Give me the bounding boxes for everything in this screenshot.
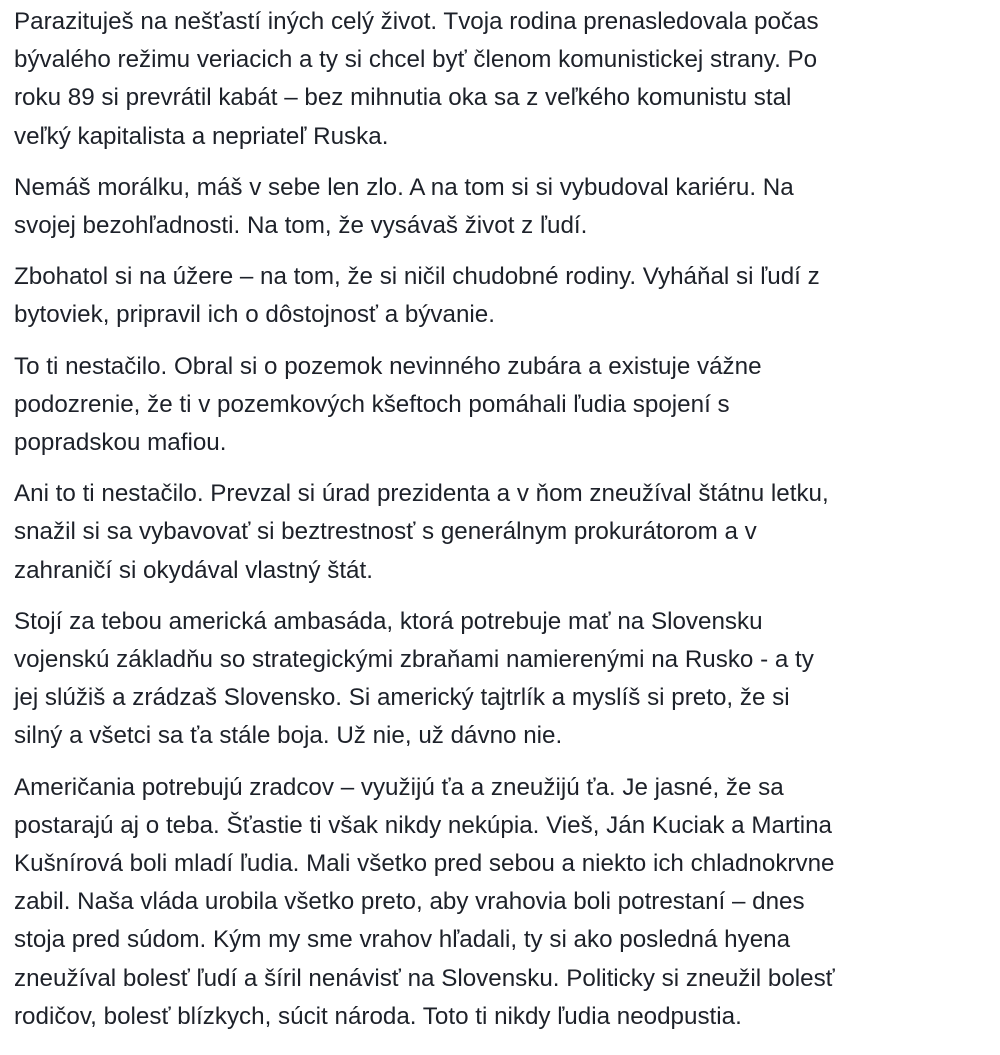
paragraph-4	[14, 348, 986, 463]
paragraph-7	[14, 769, 986, 1036]
text-line: silný a všetci sa ťa stále boja. Už nie, už dávno nie.	[14, 722, 563, 750]
text-line: Ani to ti nestačilo. Prevzal si úrad prezidenta a v ňom zneužíval štátnu letku,	[14, 480, 829, 508]
text-line: podozrenie, že ti v pozemkových kšeftoch pomáhali ľudia spojení s	[14, 390, 730, 418]
paragraph-3	[14, 258, 986, 334]
text-line: Zbohatol si na úžere – na tom, že si ničil chudobné rodiny. Vyháňal si ľudí z	[14, 263, 820, 291]
text-line: vojenskú základňu so strategickými zbraňami namierenými na Rusko - a ty	[14, 646, 814, 674]
text-line: veľký kapitalista a nepriateľ Ruska.	[14, 122, 389, 150]
text-line: To ti nestačilo. Obral si o pozemok nevinného zubára a existuje vážne	[14, 352, 762, 380]
text-line: postarajú aj o teba. Šťastie ti však nikdy nekúpia. Vieš, Ján Kuciak a Martina	[14, 811, 833, 839]
text-line: roku 89 si prevrátil kabát – bez mihnutia oka sa z veľkého komunistu stal	[14, 84, 792, 112]
text-line: Kušnírová boli mladí ľudia. Mali všetko pred sebou a niekto ich chladnokrvne	[14, 850, 835, 878]
text-line: Nemáš morálku, máš v sebe len zlo. A na tom si si vybudoval kariéru. Na	[14, 173, 794, 201]
text-line: bytoviek, pripravil ich o dôstojnosť a bývanie.	[14, 301, 495, 329]
paragraph-6	[14, 603, 986, 756]
text-line: svojej bezohľadnosti. Na tom, že vysávaš život z ľudí.	[14, 212, 588, 240]
text-line: stoja pred súdom. Kým my sme vrahov hľadali, ty si ako posledná hyena	[14, 926, 791, 954]
text-line: zabil. Naša vláda urobila všetko preto, aby vrahovia boli potrestaní – dnes	[14, 888, 805, 916]
text-line: popradskou mafiou.	[14, 429, 227, 457]
text-line: bývalého režimu veriacich a ty si chcel byť členom komunistickej strany. Po	[14, 46, 818, 74]
text-line: Američania potrebujú zradcov – využijú ťa a zneužijú ťa. Je jasné, že sa	[14, 773, 784, 801]
text-line: jej slúžiš a zrádzaš Slovensko. Si americký tajtrlík a myslíš si preto, že si	[14, 684, 790, 712]
text-line: Parazituješ na nešťastí iných celý život. Tvoja rodina prenasledovala počas	[14, 8, 819, 35]
paragraph-1	[14, 3, 986, 156]
text-line: Stojí za tebou americká ambasáda, ktorá potrebuje mať na Slovensku	[14, 607, 763, 635]
text-line: zahraničí si okydával vlastný štát.	[14, 556, 373, 584]
text-line: snažil si sa vybavovať si beztrestnosť s generálnym prokurátorom a v	[14, 518, 757, 546]
text-line: zneužíval bolesť ľudí a šíril nenávisť na Slovensku. Politicky si zneužil bolesť	[14, 964, 835, 992]
paragraph-2	[14, 169, 986, 245]
text-line: rodičov, bolesť blízkych, súcit národa. Toto ti nikdy ľudia neodpustia.	[14, 1002, 742, 1030]
paragraph-5	[14, 475, 986, 590]
